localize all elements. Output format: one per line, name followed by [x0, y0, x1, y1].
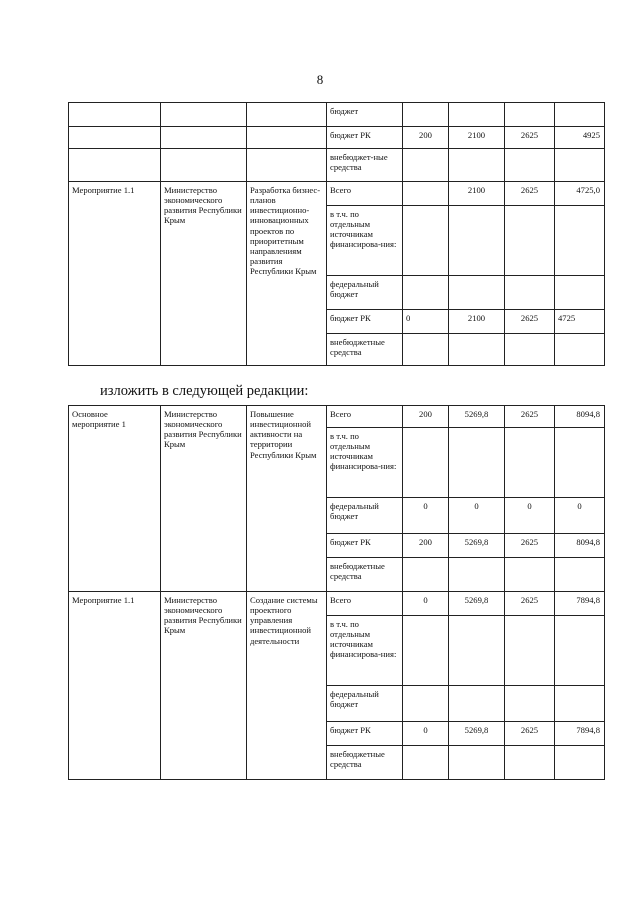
- cell-executor: [161, 149, 247, 182]
- cell-value: 0: [505, 498, 555, 534]
- cell-value: [555, 428, 605, 498]
- cell-value: [505, 276, 555, 310]
- cell-value: [403, 276, 449, 310]
- cell-source: внебюджет-ные средства: [327, 149, 403, 182]
- cell-executor: Министерство экономического развития Республики Крым: [161, 592, 247, 780]
- cell-source: федеральный бюджет: [327, 498, 403, 534]
- cell-source: бюджет РК: [327, 722, 403, 746]
- table-row: [69, 149, 605, 182]
- cell-value: [403, 182, 449, 206]
- cell-description: Создание системы проектного управления инвестиционной деятельности: [247, 592, 327, 780]
- cell-value: 200: [403, 406, 449, 428]
- cell-value: [505, 686, 555, 722]
- table-row: [69, 127, 605, 149]
- cell-executor: [161, 103, 247, 127]
- cell-source: бюджет РК: [327, 310, 403, 334]
- cell-value: [555, 616, 605, 686]
- cell-source: Всего: [327, 592, 403, 616]
- cell-value: [505, 103, 555, 127]
- cell-source: внебюджетные средства: [327, 558, 403, 592]
- table-row: [69, 103, 605, 127]
- cell-value: [403, 686, 449, 722]
- cell-source: внебюджетные средства: [327, 334, 403, 366]
- cell-value: [403, 558, 449, 592]
- table-row: [69, 592, 605, 616]
- cell-value: [449, 334, 505, 366]
- cell-value: [505, 149, 555, 182]
- cell-source: бюджет РК: [327, 534, 403, 558]
- cell-value: [505, 428, 555, 498]
- cell-value: [449, 103, 505, 127]
- cell-value: [449, 746, 505, 780]
- cell-executor: [161, 127, 247, 149]
- cell-value: 7894,8: [555, 722, 605, 746]
- cell-value: [403, 428, 449, 498]
- cell-source: внебюджетные средства: [327, 746, 403, 780]
- cell-measure: [69, 149, 161, 182]
- cell-measure: [69, 103, 161, 127]
- cell-source: Всего: [327, 406, 403, 428]
- cell-value: 2625: [505, 406, 555, 428]
- cell-value: [403, 103, 449, 127]
- cell-value: [449, 276, 505, 310]
- amendment-caption: изложить в следующей редакции:: [100, 383, 309, 399]
- cell-description: Разработка бизнес-планов инвестиционно-инновационных проектов по приоритетным направлениям развития Республики Крым: [247, 182, 327, 366]
- cell-value: 2625: [505, 310, 555, 334]
- cell-value: [449, 206, 505, 276]
- cell-value: [403, 334, 449, 366]
- table-row: [69, 406, 605, 428]
- cell-value: 0: [555, 498, 605, 534]
- cell-source: бюджет: [327, 103, 403, 127]
- cell-value: 0: [449, 498, 505, 534]
- cell-value: [403, 206, 449, 276]
- cell-value: 2625: [505, 722, 555, 746]
- cell-source: в т.ч. по отдельным источникам финансирова-ния:: [327, 616, 403, 686]
- cell-value: 8094,8: [555, 534, 605, 558]
- cell-measure: Мероприятие 1.1: [69, 592, 161, 780]
- page-number: 8: [316, 72, 324, 87]
- cell-value: [403, 616, 449, 686]
- cell-executor: Министерство экономического развития Республики Крым: [161, 182, 247, 366]
- cell-value: 0: [403, 592, 449, 616]
- cell-value: [449, 686, 505, 722]
- cell-value: [505, 206, 555, 276]
- cell-value: 0: [403, 310, 449, 334]
- cell-value: 200: [403, 534, 449, 558]
- cell-executor: Министерство экономического развития Республики Крым: [161, 406, 247, 592]
- cell-measure: Мероприятие 1.1: [69, 182, 161, 366]
- cell-value: 0: [403, 498, 449, 534]
- cell-source: в т.ч. по отдельным источникам финансирова-ния:: [327, 206, 403, 276]
- cell-value: [555, 686, 605, 722]
- cell-description: [247, 103, 327, 127]
- budget-table-original: [68, 102, 605, 366]
- cell-value: [449, 149, 505, 182]
- cell-value: [555, 206, 605, 276]
- cell-value: [505, 616, 555, 686]
- cell-value: 8094,8: [555, 406, 605, 428]
- cell-description: Повышение инвестиционной активности на территории Республики Крым: [247, 406, 327, 592]
- cell-value: [555, 334, 605, 366]
- cell-description: [247, 149, 327, 182]
- cell-value: 2625: [505, 182, 555, 206]
- budget-table-amended: [68, 405, 605, 780]
- cell-source: в т.ч. по отдельным источникам финансирова-ния:: [327, 428, 403, 498]
- cell-value: 2625: [505, 127, 555, 149]
- cell-value: [555, 276, 605, 310]
- cell-value: [555, 103, 605, 127]
- cell-value: [505, 558, 555, 592]
- cell-value: [449, 558, 505, 592]
- cell-value: [505, 746, 555, 780]
- cell-value: [555, 149, 605, 182]
- table-row: [69, 182, 605, 206]
- cell-value: 0: [403, 722, 449, 746]
- cell-value: 2100: [449, 310, 505, 334]
- cell-value: 5269,8: [449, 534, 505, 558]
- cell-value: 2100: [449, 182, 505, 206]
- cell-value: 4925: [555, 127, 605, 149]
- cell-measure: Основное мероприятие 1: [69, 406, 161, 592]
- cell-value: [403, 149, 449, 182]
- cell-value: 2625: [505, 534, 555, 558]
- cell-value: 4725,0: [555, 182, 605, 206]
- cell-value: [505, 334, 555, 366]
- cell-value: 5269,8: [449, 406, 505, 428]
- cell-source: бюджет РК: [327, 127, 403, 149]
- cell-source: федеральный бюджет: [327, 686, 403, 722]
- cell-value: 5269,8: [449, 722, 505, 746]
- cell-value: 2625: [505, 592, 555, 616]
- cell-value: 4725: [555, 310, 605, 334]
- cell-source: федеральный бюджет: [327, 276, 403, 310]
- cell-value: [449, 428, 505, 498]
- cell-description: [247, 127, 327, 149]
- cell-value: 200: [403, 127, 449, 149]
- cell-value: [403, 746, 449, 780]
- cell-value: 5269,8: [449, 592, 505, 616]
- cell-source: Всего: [327, 182, 403, 206]
- cell-value: [555, 558, 605, 592]
- cell-value: [555, 746, 605, 780]
- cell-value: 2100: [449, 127, 505, 149]
- cell-value: [449, 616, 505, 686]
- cell-measure: [69, 127, 161, 149]
- cell-value: 7894,8: [555, 592, 605, 616]
